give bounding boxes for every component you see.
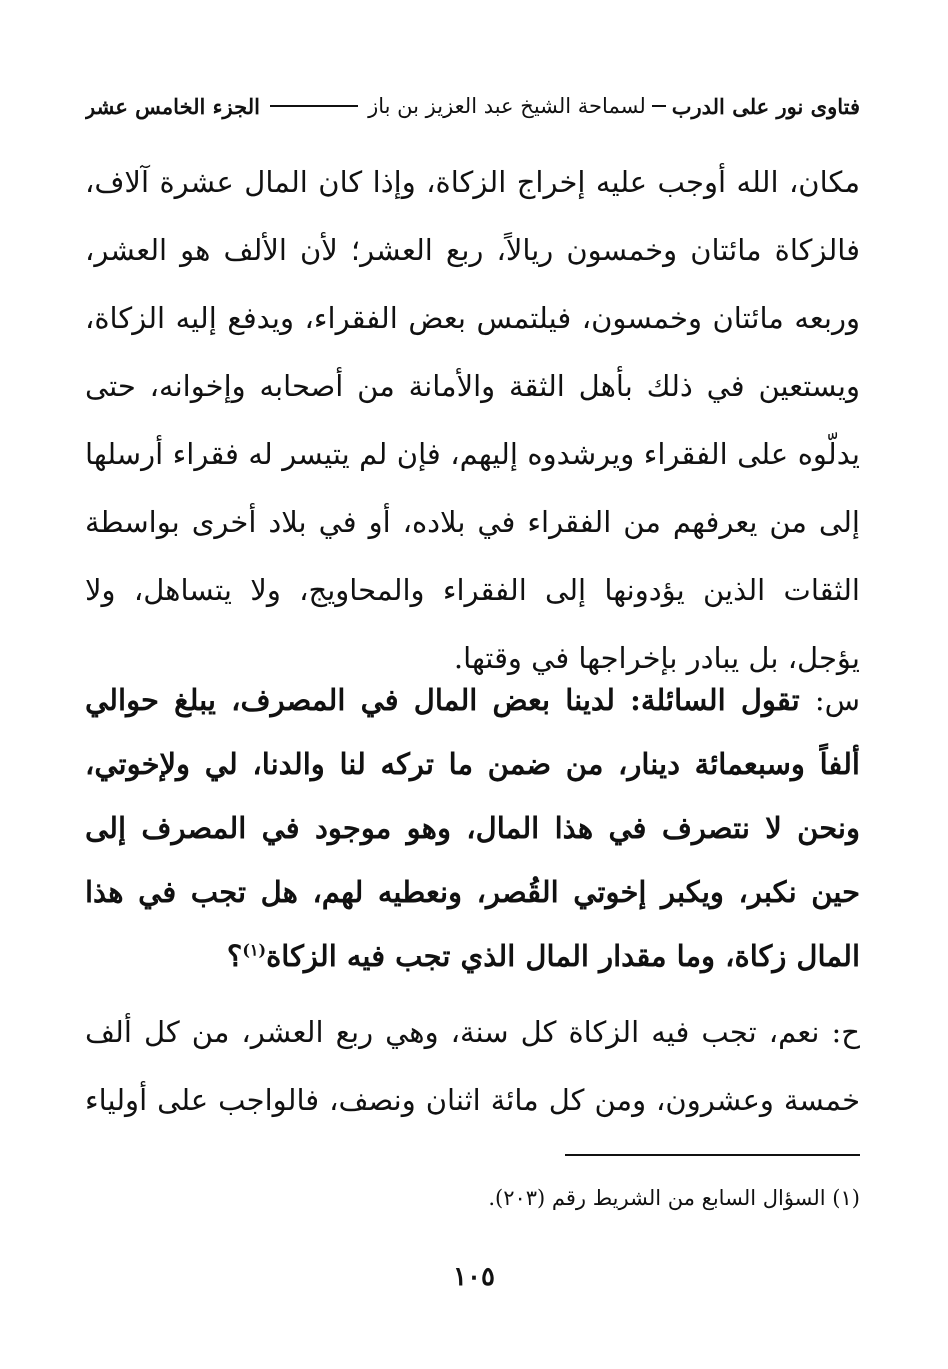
question-label: س: [814, 683, 860, 717]
running-header [85, 86, 860, 126]
footnote-reference: (١) [242, 940, 267, 960]
header-dash [652, 105, 666, 107]
question-block [85, 668, 860, 988]
volume-label: الجزء الخامس عشر [85, 93, 260, 119]
footnote: (١) السؤال السابع من الشريط رقم (٢٠٣). [488, 1186, 860, 1210]
question-mark: ؟ [226, 939, 243, 973]
book-title: فتاوى نور على الدرب [671, 93, 860, 119]
header-rule [270, 105, 358, 107]
author-name: لسماحة الشيخ عبد العزيز بن باز [368, 94, 646, 118]
answer-text: نعم، تجب فيه الزكاة كل سنة، وهي ربع العشر، من كل ألف خمسة وعشرون، ومن كل مائة اثنان ونصف، فالواجب على أولياء [85, 1015, 860, 1117]
body-paragraph: مكان، الله أوجب عليه إخراج الزكاة، وإذا كان المال عشرة آلاف، فالزكاة مائتان وخمسون ريالاً، ربع العشر؛ لأن الألف هو العشر، وربعه مائتان وخمسون، فيلتمس بعض الفقراء، ويدفع إليه الزكاة، ويستعين في ذلك بأهل الثقة والأمانة من أصحابه وإخوانه، حتى يدلّوه على الفقراء ويرشدوه إليهم، فإن لم يتيسر له فقراء أرسلها إلى من يعرفهم من الفقراء في بلاده، أو في بلاد أخرى بواسطة الثقات الذين يؤدونها إلى الفقراء والمحاويج، ولا يتساهل، ولا يؤجل، بل يبادر بإخراجها في وقتها. [85, 165, 860, 675]
answer-block [85, 998, 860, 1134]
header-title-group [368, 94, 860, 119]
question-text: تقول السائلة: لدينا بعض المال في المصرف، يبلغ حوالي ألفاً وسبعمائة دينار، من ضمن ما تركه لنا والدنا، لي ولإخوتي، ونحن لا نتصرف في هذا المال، وهو موجود في المصرف إلى حين نكبر، ويكبر إخوتي القُصر، ونعطيه لهم، هل تجب في هذا المال زكاة، وما مقدار المال الذي تجب فيه الزكاة [85, 683, 860, 973]
page-number: ١٠٥ [453, 1262, 495, 1292]
footnote-separator [565, 1154, 860, 1156]
answer-label: ح: [831, 1015, 860, 1049]
